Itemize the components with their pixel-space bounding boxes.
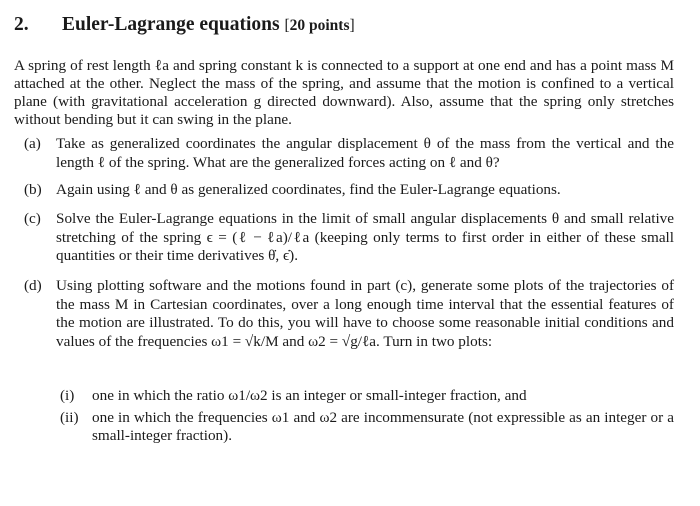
part-d <box>24 277 674 351</box>
part-d-label: (d) <box>24 277 42 294</box>
part-a-label: (a) <box>24 135 41 152</box>
part-a-text: Take as generalized coordinates the angular displacement θ of the mass from the vertical and the length ℓ of the spring. What are the generalized forces acting on ℓ and θ? <box>56 135 674 171</box>
problem-heading <box>14 14 355 36</box>
part-c-text: Solve the Euler-Lagrange equations in the limit of small angular displacements θ and small relative stretching of the spring ϵ = (ℓ − ℓa)/ℓa (keeping only terms to first order in either of these small quantities or their time derivatives θ̇, ϵ̇). <box>56 210 674 264</box>
part-d-text: Using plotting software and the motions found in part (c), generate some plots of the trajectories of the mass M in Cartesian coordinates, over a long enough time interval that the essential features of the motion are illustrated. To do this, you will have to choose some reasonable initial conditions and values of the frequencies ω1 = √k/M and ω2 = √g/ℓa. Turn in two plots: <box>56 277 674 350</box>
part-b-label: (b) <box>24 181 42 198</box>
part-c <box>24 210 674 266</box>
problem-number: 2. <box>14 14 29 35</box>
subpart-ii-label: (ii) <box>60 409 79 426</box>
part-c-label: (c) <box>24 210 41 227</box>
subpart-ii-text: one in which the frequencies ω1 and ω2 are incommensurate (not expressible as an integer or a small-integer fraction). <box>92 409 674 444</box>
subpart-i <box>60 387 674 405</box>
subpart-i-text: one in which the ratio ω1/ω2 is an integer or small-integer fraction, and <box>92 387 527 404</box>
part-a <box>24 135 674 172</box>
problem-intro: A spring of rest length ℓa and spring constant k is connected to a support at one end and has a point mass M attached at the other. Neglect the mass of the spring, and assume that the motion is confined to a vertical plane (with gravitational acceleration g directed downward). Also, assume that the spring only stretches without bending but it can swing in the plane. <box>14 57 674 128</box>
points-label: [20 points] <box>284 17 355 34</box>
subpart-ii <box>60 409 674 445</box>
part-b <box>24 181 674 200</box>
problem-title: Euler-Lagrange equations <box>62 14 280 35</box>
subpart-i-label: (i) <box>60 387 75 404</box>
part-b-text: Again using ℓ and θ as generalized coordinates, find the Euler-Lagrange equations. <box>56 181 561 198</box>
